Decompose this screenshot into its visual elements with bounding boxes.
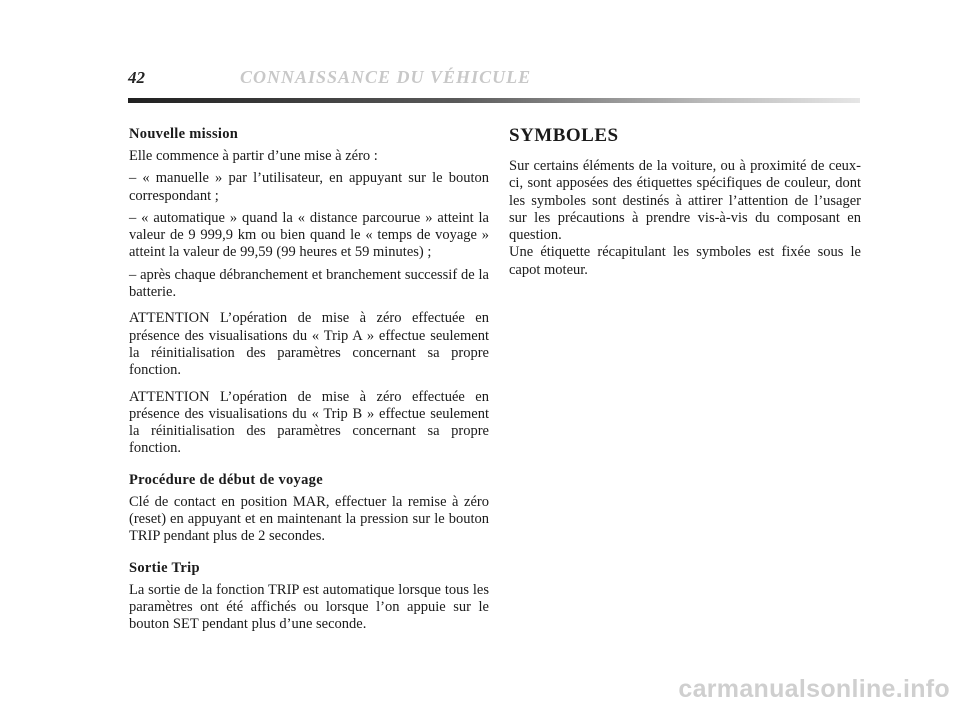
nouvelle-mission-item-automatique: – « automatique » quand la « distance parcourue » atteint la valeur de 9 999,9 km ou bien quand le « temps de voyage » atteint la valeur de 99,59 (99 heures et 59 minutes) ; — [129, 209, 489, 261]
sortie-trip-heading: Sortie Trip — [129, 559, 200, 576]
symboles-paragraph-1: Sur certains éléments de la voiture, ou à proximité de ceux-ci, sont apposées des étiquettes spécifiques de couleur, dont les symboles sont destinés à attirer l’attention de l’usager sur les précautions à prendre vis-à-vis du composant en question. — [509, 158, 861, 244]
watermark: carmanualsonline.info — [678, 675, 950, 703]
nouvelle-mission-intro: Elle commence à partir d’une mise à zéro : — [129, 148, 378, 164]
sortie-trip-text: La sortie de la fonction TRIP est automatique lorsque tous les paramètres ont été affichés ou lorsque l’on appuie sur le bouton SET pendant plus d’une seconde. — [129, 581, 489, 633]
symboles-heading: SYMBOLES — [509, 125, 619, 146]
nouvelle-mission-item-manuelle: – « manuelle » par l’utilisateur, en appuyant sur le bouton correspondant ; — [129, 170, 489, 204]
attention-trip-b: ATTENTION L’opération de mise à zéro effectuée en présence des visualisations du « Trip B » effectue seulement la réinitialisation des paramètres concernant sa propre fonction. — [129, 388, 489, 457]
nouvelle-mission-item-batterie: – après chaque débranchement et branchement successif de la batterie. — [129, 266, 489, 301]
procedure-text: Clé de contact en position MAR, effectuer la remise à zéro (reset) en appuyant et en maintenant la pression sur le bouton TRIP pendant plus de 2 secondes. — [129, 493, 489, 545]
procedure-heading: Procédure de début de voyage — [129, 471, 323, 488]
header-rule — [128, 98, 860, 103]
right-column — [509, 125, 861, 284]
page-number: 42 — [128, 68, 145, 87]
left-column — [129, 125, 489, 639]
attention-trip-a: ATTENTION L’opération de mise à zéro effectuée en présence des visualisations du « Trip A » effectue seulement la réinitialisation des paramètres concernant sa propre fonction. — [129, 310, 489, 379]
running-title: CONNAISSANCE DU VÉHICULE — [240, 67, 532, 87]
nouvelle-mission-heading: Nouvelle mission — [129, 126, 239, 142]
symboles-paragraph-2: Une étiquette récapitulant les symboles est fixée sous le capot moteur. — [509, 244, 861, 278]
